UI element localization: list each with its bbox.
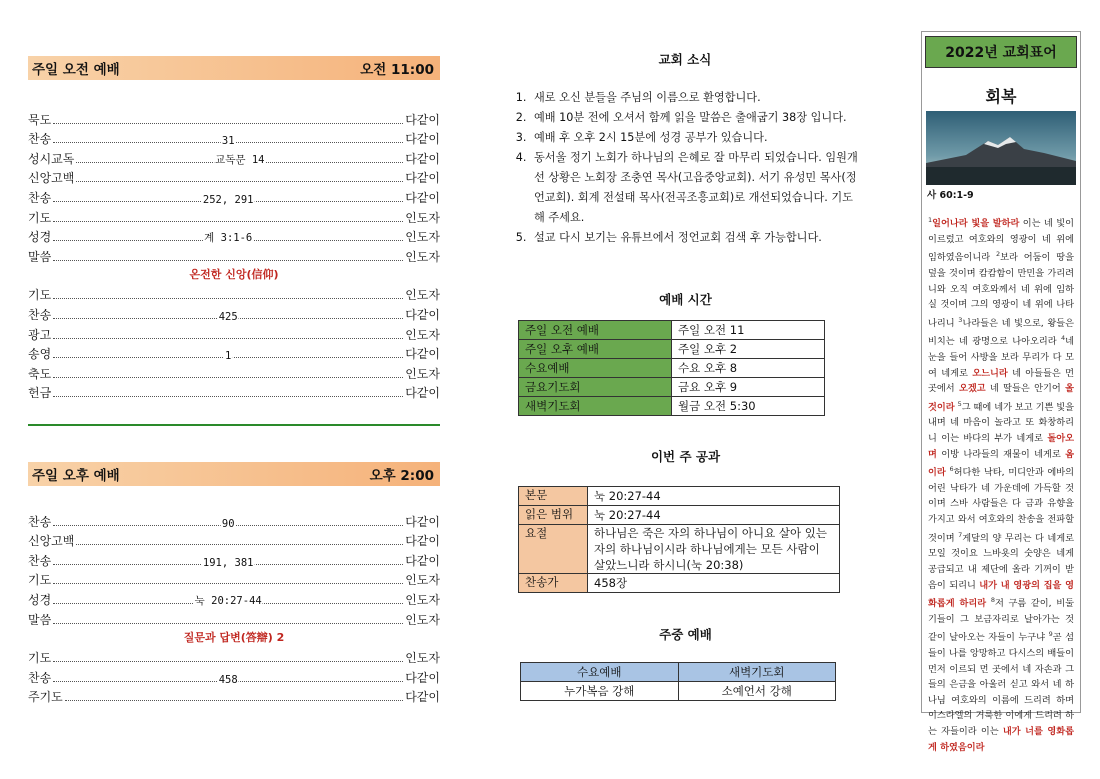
- order-item-name: 묵도: [28, 112, 52, 127]
- order-item-name: 찬송: [28, 307, 52, 322]
- church-news: [510, 50, 860, 248]
- order-item-leader: 인도자: [405, 230, 440, 245]
- order-item-name: 성경: [28, 592, 52, 607]
- times-title: 예배 시간: [659, 292, 712, 307]
- news-item: 4. 동서울 정기 노회가 하나님의 은혜로 잘 마무리 되었습니다. 임원개선 상황은 노회장 조충연 목사(고읍중앙교회). 서기 유성민 목사(정언교회). 회계 전설태 목사(전곡조흥교회)로 개선되었습니다. 기도해 주세요.: [530, 148, 860, 228]
- order-item: [28, 167, 440, 187]
- order-item-leader: 다같이: [405, 553, 440, 568]
- order-item: [28, 647, 440, 667]
- dot-leader: [53, 221, 403, 222]
- lesson-row-value: 눅 20:27-44: [588, 506, 840, 525]
- order-item-leader: 인도자: [405, 210, 440, 225]
- dot-leader: [53, 135, 403, 148]
- time-row-label: 새벽기도회: [519, 397, 672, 416]
- weekday-header: 새벽기도회: [678, 663, 836, 682]
- morning-service-time: 오전 11:00: [360, 62, 434, 78]
- mountain-image: [926, 111, 1076, 185]
- order-item-leader: 인도자: [405, 249, 440, 264]
- time-row-value: 월금 오전 5:30: [672, 397, 825, 416]
- dot-leader: [53, 260, 403, 261]
- order-item-leader: 인도자: [405, 288, 440, 303]
- order-item-detail: 계 3:1-6: [204, 232, 253, 245]
- order-item: [28, 569, 440, 589]
- dot-leader: [53, 661, 403, 662]
- afternoon-service-title: 주일 오후 예배: [32, 468, 120, 484]
- weekday-table: [520, 662, 836, 701]
- lesson-row-value: 하나님은 죽은 자의 하나님이 아니요 살아 있는 자의 하나님이시라 하나님에게는 모든 사람이 살았느니라 하시니(눅 20:38): [588, 525, 840, 574]
- order-item-detail: 눅 20:27-44: [194, 594, 262, 607]
- order-item: [28, 343, 440, 363]
- order-item-name: 찬송: [28, 190, 52, 205]
- dot-leader: [53, 623, 403, 624]
- morning-service-header: [28, 56, 440, 80]
- order-item-name: 찬송: [28, 132, 52, 147]
- order-item: [28, 186, 440, 206]
- dot-leader: [53, 583, 403, 584]
- dot-leader: [53, 123, 403, 124]
- time-row: [519, 340, 825, 359]
- order-item-detail: 교독문 14: [215, 153, 265, 166]
- time-row: [519, 378, 825, 397]
- lesson-row-label: 본문: [519, 487, 588, 506]
- order-item-leader: 인도자: [405, 573, 440, 588]
- dot-leader: [53, 232, 403, 245]
- order-item-name: 기도: [28, 573, 52, 588]
- order-item-name: 찬송: [28, 670, 52, 685]
- order-item-name: 신앙고백: [28, 171, 75, 186]
- weekday-value: 누가복음 강해: [521, 682, 679, 701]
- worship-times-table: [518, 320, 825, 416]
- lesson-table: [518, 486, 840, 593]
- order-item-name: 기도: [28, 288, 52, 303]
- order-item-leader: 다같이: [405, 514, 440, 529]
- order-item: [28, 147, 440, 167]
- time-row-label: 수요예배: [519, 359, 672, 378]
- order-item-leader: 다같이: [405, 386, 440, 401]
- dot-leader: [76, 153, 403, 166]
- time-row-label: 주일 오후 예배: [519, 340, 672, 359]
- order-item: [28, 226, 440, 246]
- order-item: [28, 323, 440, 343]
- order-item-leader: 다같이: [405, 534, 440, 549]
- order-item-leader: 다같이: [405, 307, 440, 322]
- order-item-leader: 인도자: [405, 592, 440, 607]
- order-item-leader: 인도자: [405, 327, 440, 342]
- order-item: [28, 530, 440, 550]
- order-item-name: 송영: [28, 347, 52, 362]
- order-item: [28, 510, 440, 530]
- afternoon-service-time: 오후 2:00: [369, 468, 434, 484]
- order-item: [28, 382, 440, 402]
- order-item-name: 주기도: [28, 690, 63, 705]
- order-item-detail: 425: [218, 310, 238, 323]
- section-divider: [28, 424, 440, 426]
- order-item: [28, 588, 440, 608]
- afternoon-service: [28, 462, 440, 705]
- time-row-value: 수요 오후 8: [672, 359, 825, 378]
- dot-leader: [53, 556, 403, 569]
- order-item-name: 기도: [28, 651, 52, 666]
- lesson-row-value: 458장: [588, 574, 840, 593]
- time-row-label: 주일 오전 예배: [519, 321, 672, 340]
- order-item-detail: 191, 381: [202, 556, 254, 569]
- news-list: [510, 88, 860, 248]
- order-item-leader: 다같이: [405, 347, 440, 362]
- dot-leader: [53, 673, 403, 686]
- lesson-title: 이번 주 공과: [650, 449, 721, 464]
- order-item-leader: 인도자: [405, 366, 440, 381]
- order-item-name: 말씀: [28, 612, 52, 627]
- lesson-row-label: 읽은 범위: [519, 506, 588, 525]
- time-row-value: 주일 오후 2: [672, 340, 825, 359]
- dot-leader: [76, 544, 403, 545]
- lesson-row: [519, 574, 840, 593]
- lesson-row: [519, 487, 840, 506]
- time-row: [519, 359, 825, 378]
- news-item: 3. 예배 후 오후 2시 15분에 성경 공부가 있습니다.: [530, 128, 860, 148]
- order-item-detail: 31: [221, 135, 235, 148]
- order-item-name: 신앙고백: [28, 534, 75, 549]
- order-item-name: 축도: [28, 366, 52, 381]
- time-row-value: 주일 오전 11: [672, 321, 825, 340]
- order-item: [28, 362, 440, 382]
- time-row-value: 금요 오후 9: [672, 378, 825, 397]
- order-item-leader: 다같이: [405, 190, 440, 205]
- dot-leader: [76, 181, 403, 182]
- order-item: [28, 549, 440, 569]
- order-item-detail: 252, 291: [202, 193, 254, 206]
- order-item: [28, 608, 440, 628]
- weekday-header: 수요예배: [521, 663, 679, 682]
- order-item-name: 성경: [28, 230, 52, 245]
- order-item-leader: 인도자: [405, 651, 440, 666]
- news-title: 교회 소식: [658, 52, 712, 67]
- order-item: [28, 128, 440, 148]
- morning-service: [28, 56, 440, 401]
- dot-leader: [53, 338, 403, 339]
- lesson-row-label: 요절: [519, 525, 588, 574]
- time-row: [519, 397, 825, 416]
- lesson-row-value: 눅 20:27-44: [588, 487, 840, 506]
- lesson-row: [519, 525, 840, 574]
- order-item: [28, 666, 440, 686]
- order-item: [28, 206, 440, 226]
- order-item: [28, 284, 440, 304]
- lesson-row-label: 찬송가: [519, 574, 588, 593]
- order-item: [28, 245, 440, 265]
- order-item-name: 성시교독: [28, 151, 75, 166]
- afternoon-order: [28, 510, 440, 705]
- order-item-leader: 다같이: [405, 171, 440, 186]
- order-item-name: 찬송: [28, 553, 52, 568]
- weekday-value: 소예언서 강해: [678, 682, 836, 701]
- morning-service-title: 주일 오전 예배: [32, 62, 120, 78]
- order-item-name: 찬송: [28, 514, 52, 529]
- order-item: [28, 686, 440, 706]
- motto-verse-text: $^1$일어나라 빛을 발하라 이는 네 빛이 이르렀고 여호와의 영광이 네 위에 임하였음이니라 $^2$보라 어둠이 땅을 덮을 것이며 캄캄함이 만민을 가리려니와 오직 여호와께서 네 위에 임하실 것이며 그의 영광이 네 위에 나타나리니 $^3$나라들은 네 빛으로, 왕들은 비치는 네 광명으로 나아오리라 $^4$네 눈을 들어 사방을 보라 무리가 다 모여 네게로 오느니라 네 아들들은 먼 곳에서 오겠고 네 딸들은 안기어 올 것이라 $^5$그 때에 네가 보고 기쁜 빛을 내며 네 마음이 놀라고 또 화창하리니 이는 바다의 부가 네게로 돌아오며 이방 나라들의 재물이 네게로 옴이라 $^6$허다한 낙타, 미디안과 에바의 어린 낙타가 네 가운데에 가득할 것이며 스바 사람들은 다 금과 유향을 가지고 와서 여호와의 찬송을 전파할 것이며 $^7$게달의 양 무리는 다 네게로 모일 것이요 느바욧의 숫양은 네게 공급되고 내 제단에 올라 기꺼이 받음이 되리니 내가 내 영광의 집을 영화롭게 하리라 $^8$저 구름 같이, 비둘기들이 그 보금자리로 날아가는 것 같이 날아오는 자들이 누구냐 $^9$곧 섬들이 나를 앙망하고 다시스의 배들이 먼저 이르되 먼 곳에서 네 자손과 그들의 은금을 아울러 싣고 와서 네 하나님 여호와의 이름에 드리려 하며 이스라엘의 거룩한 이에게 드리려 하는 자들이라 이는 내가 너를 영화롭게 하였음이라: [928, 216, 1075, 753]
- motto-year-label: 2022년 교회표어: [925, 36, 1077, 68]
- order-item-leader: 다같이: [405, 151, 440, 166]
- order-item-detail: 458: [218, 673, 238, 686]
- weekday-title: 주중 예배: [659, 627, 712, 642]
- dot-leader: [53, 396, 403, 397]
- order-item-name: 광고: [28, 327, 52, 342]
- dot-leader: [53, 594, 403, 607]
- dot-leader: [65, 700, 403, 701]
- order-item: [28, 108, 440, 128]
- order-item-name: 기도: [28, 210, 52, 225]
- morning-sermon-title: 온전한 신앙(信仰): [189, 267, 279, 281]
- order-item-leader: 다같이: [405, 690, 440, 705]
- time-row-label: 금요기도회: [519, 378, 672, 397]
- order-item-name: 헌금: [28, 386, 52, 401]
- motto-verse-ref: 사 60:1-9: [927, 190, 974, 201]
- news-item: 5. 설교 다시 보기는 유튜브에서 정언교회 검색 후 가능합니다.: [530, 228, 860, 248]
- motto-theme: 회복: [985, 87, 1017, 106]
- dot-leader: [53, 310, 403, 323]
- time-row: [519, 321, 825, 340]
- order-item-leader: 다같이: [405, 112, 440, 127]
- order-item-detail: 1: [225, 350, 232, 363]
- order-item-leader: 다같이: [405, 132, 440, 147]
- news-item: 1. 새로 오신 분들을 주님의 이름으로 환영합니다.: [530, 88, 860, 108]
- dot-leader: [53, 350, 403, 363]
- order-item-detail: 90: [221, 517, 235, 530]
- afternoon-service-header: [28, 462, 440, 486]
- dot-leader: [53, 517, 403, 530]
- order-item-leader: 다같이: [405, 670, 440, 685]
- morning-order: [28, 108, 440, 401]
- order-item-leader: 인도자: [405, 612, 440, 627]
- lesson-row: [519, 506, 840, 525]
- dot-leader: [53, 193, 403, 206]
- afternoon-sermon-title: 질문과 답변(答辯) 2: [183, 630, 285, 644]
- motto-panel: [921, 31, 1081, 753]
- dot-leader: [53, 298, 403, 299]
- order-item: [28, 303, 440, 323]
- order-item-name: 말씀: [28, 249, 52, 264]
- news-item: 2. 예배 10분 전에 오셔서 함께 읽을 말씀은 출애굽기 38장 입니다.: [530, 108, 860, 128]
- dot-leader: [53, 377, 403, 378]
